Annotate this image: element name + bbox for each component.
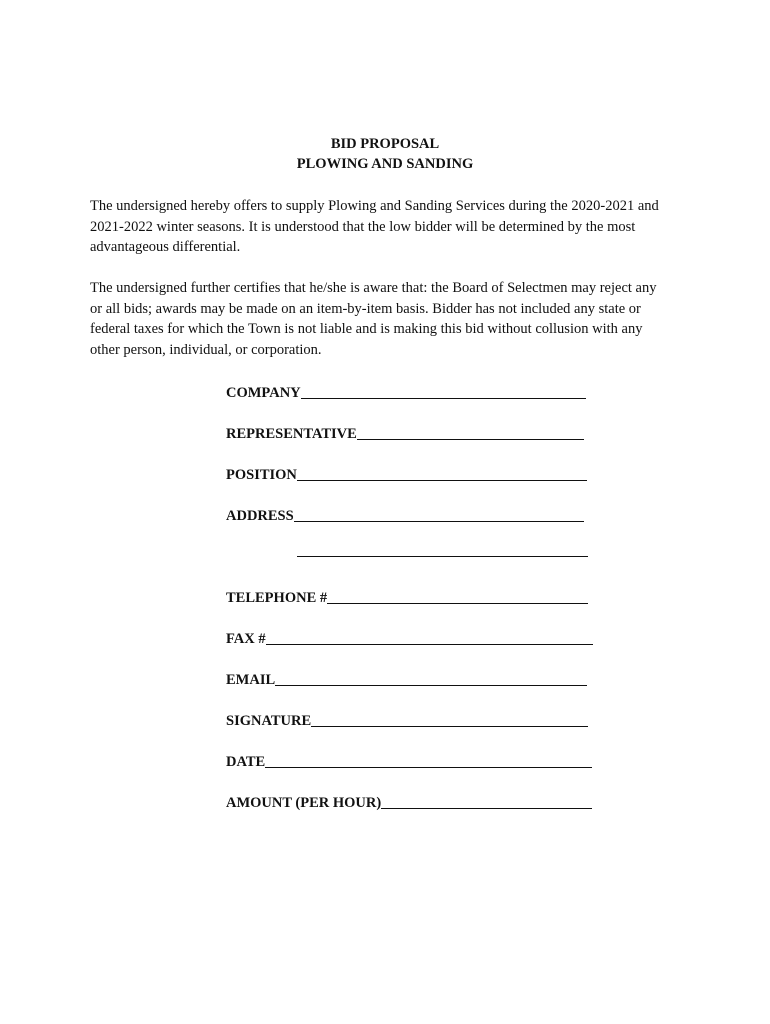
document-title: BID PROPOSAL	[330, 136, 440, 152]
email-line[interactable]	[275, 685, 587, 686]
email-label: EMAIL	[226, 672, 276, 688]
date-field[interactable]	[226, 749, 592, 771]
representative-label: REPRESENTATIVE	[226, 426, 357, 442]
telephone-field[interactable]	[226, 585, 588, 607]
offer-paragraph: The undersigned hereby offers to supply Plowing and Sanding Services during the 2020-2021 and 2021-2022 winter seasons. It is understood that the low bidder will be determined by the most advantageous differential.	[90, 198, 659, 256]
date-line[interactable]	[265, 767, 592, 768]
signature-field[interactable]	[226, 708, 588, 730]
email-field[interactable]	[226, 667, 587, 689]
fax-field[interactable]	[226, 626, 593, 648]
company-line[interactable]	[301, 398, 586, 399]
signature-label: SIGNATURE	[226, 713, 312, 729]
certification-paragraph: The undersigned further certifies that he/she is aware that: the Board of Selectmen may reject any or all bids; awards may be made on an item-by-item basis. Bidder has not included any state or federal taxes for which the Town is not liable and is making this bid without collusion with any other person, individual, or corporation.	[90, 280, 657, 359]
address-label: ADDRESS	[226, 508, 294, 524]
amount-per-hour-line[interactable]	[381, 808, 592, 809]
amount-per-hour-label: AMOUNT (PER HOUR)	[226, 795, 382, 811]
signature-line[interactable]	[311, 726, 588, 727]
position-label: POSITION	[226, 467, 297, 483]
document-subtitle: PLOWING AND SANDING	[296, 156, 474, 172]
address-field[interactable]	[226, 503, 584, 525]
telephone-line[interactable]	[327, 603, 588, 604]
date-label: DATE	[226, 754, 266, 770]
company-field[interactable]	[226, 380, 586, 402]
amount-per-hour-field[interactable]	[226, 790, 592, 812]
position-line[interactable]	[297, 480, 587, 481]
representative-field[interactable]	[226, 421, 584, 443]
representative-line[interactable]	[357, 439, 584, 440]
fax-line[interactable]	[266, 644, 593, 645]
fax-label: FAX #	[226, 631, 266, 647]
telephone-label: TELEPHONE #	[226, 590, 328, 606]
address-line[interactable]	[294, 521, 584, 522]
address-second-line[interactable]	[297, 556, 588, 557]
company-label: COMPANY	[226, 385, 301, 401]
position-field[interactable]	[226, 462, 587, 484]
